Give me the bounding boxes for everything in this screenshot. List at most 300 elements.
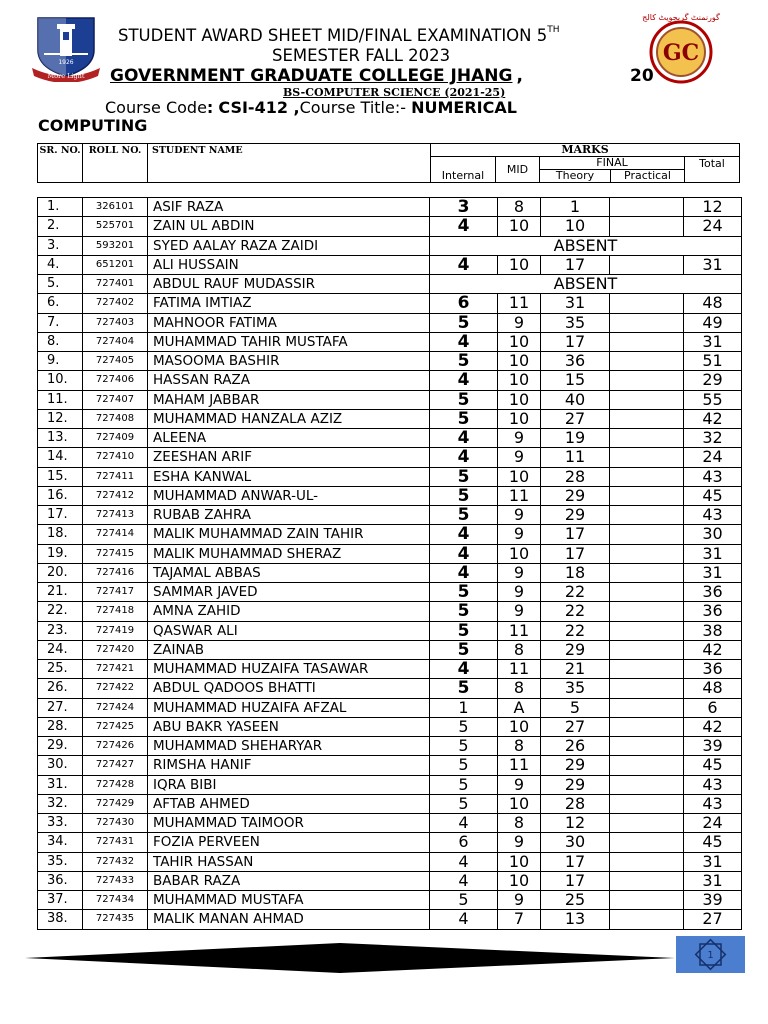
- cell-theory: 29: [541, 506, 610, 525]
- table-row: [38, 698, 742, 717]
- cell-sr-no: 27.: [38, 698, 83, 717]
- cell-practical: [610, 756, 684, 775]
- table-row: [38, 294, 742, 313]
- cell-roll-no: 727434: [83, 891, 148, 910]
- cell-practical: [610, 660, 684, 679]
- table-row: [38, 563, 742, 582]
- year-fragment: 20: [630, 66, 654, 86]
- cell-mid: 9: [498, 313, 541, 332]
- cell-theory: 19: [541, 429, 610, 448]
- course-title-first: NUMERICAL: [411, 98, 517, 117]
- cell-practical: [610, 486, 684, 505]
- cell-mid: 11: [498, 621, 541, 640]
- table-row: [38, 506, 742, 525]
- cell-roll-no: 727435: [83, 910, 148, 929]
- cell-total: 32: [684, 429, 742, 448]
- cell-internal: 4: [430, 910, 498, 929]
- cell-sr-no: 20.: [38, 563, 83, 582]
- marks-table: [37, 197, 742, 930]
- table-row: [38, 814, 742, 833]
- cell-practical: [610, 698, 684, 717]
- cell-sr-no: 31.: [38, 775, 83, 794]
- cell-roll-no: 525701: [83, 217, 148, 236]
- page-number: 1: [707, 950, 714, 961]
- cell-roll-no: 727410: [83, 448, 148, 467]
- cell-total: 29: [684, 371, 742, 390]
- cell-total: 6: [684, 698, 742, 717]
- cell-internal: 5: [430, 640, 498, 659]
- cell-mid: 10: [498, 332, 541, 351]
- cell-theory: 31: [541, 294, 610, 313]
- cell-internal: 4: [430, 660, 498, 679]
- cell-practical: [610, 775, 684, 794]
- header-marks: MARKS: [431, 144, 740, 157]
- cell-roll-no: 326101: [83, 198, 148, 217]
- cell-practical: [610, 198, 684, 217]
- cell-roll-no: 727425: [83, 717, 148, 736]
- cell-theory: 26: [541, 737, 610, 756]
- cell-sr-no: 13.: [38, 429, 83, 448]
- cell-total: 43: [684, 775, 742, 794]
- cell-internal: 5: [430, 352, 498, 371]
- cell-roll-no: 727411: [83, 467, 148, 486]
- cell-roll-no: 727433: [83, 871, 148, 890]
- header-sr-no: SR. NO.: [38, 144, 83, 183]
- cell-total: 24: [684, 217, 742, 236]
- cell-total: 31: [684, 255, 742, 274]
- table-row: [38, 891, 742, 910]
- header-theory: Theory: [540, 170, 611, 183]
- cell-mid: 8: [498, 814, 541, 833]
- cell-total: 51: [684, 352, 742, 371]
- cell-internal: 5: [430, 775, 498, 794]
- table-row: [38, 217, 742, 236]
- cell-mid: 10: [498, 371, 541, 390]
- cell-total: 43: [684, 794, 742, 813]
- cell-sr-no: 5.: [38, 275, 83, 294]
- sheet-title-line2: SEMESTER FALL 2023: [272, 46, 451, 65]
- cell-roll-no: 727415: [83, 544, 148, 563]
- cell-theory: 1: [541, 198, 610, 217]
- cell-internal: 5: [430, 583, 498, 602]
- cell-sr-no: 1.: [38, 198, 83, 217]
- college-crest-logo: [30, 14, 102, 82]
- title-superscript: TH: [547, 24, 560, 35]
- cell-sr-no: 12.: [38, 409, 83, 428]
- table-row: [38, 409, 742, 428]
- table-row: [38, 198, 742, 217]
- table-row: [38, 544, 742, 563]
- cell-practical: [610, 814, 684, 833]
- cell-total: 42: [684, 717, 742, 736]
- cell-internal: 5: [430, 737, 498, 756]
- cell-roll-no: 727406: [83, 371, 148, 390]
- cell-theory: 12: [541, 814, 610, 833]
- cell-practical: [610, 794, 684, 813]
- cell-student-name: IQRA BIBI: [148, 775, 430, 794]
- cell-total: 24: [684, 448, 742, 467]
- course-title-label: Course Title:-: [299, 98, 407, 117]
- cell-mid: 10: [498, 544, 541, 563]
- cell-theory: 27: [541, 717, 610, 736]
- table-row: [38, 390, 742, 409]
- cell-internal: 5: [430, 794, 498, 813]
- cell-mid: 8: [498, 198, 541, 217]
- cell-internal: 4: [430, 871, 498, 890]
- cell-internal: 5: [430, 621, 498, 640]
- table-row: [38, 236, 742, 255]
- sheet-title-line1: STUDENT AWARD SHEET MID/FINAL EXAMINATION 5TH: [118, 24, 560, 45]
- cell-internal: 5: [430, 313, 498, 332]
- cell-roll-no: 727405: [83, 352, 148, 371]
- cell-absent-status: ABSENT: [430, 275, 742, 294]
- cell-total: 36: [684, 602, 742, 621]
- cell-student-name: ASIF RAZA: [148, 198, 430, 217]
- cell-roll-no: 727426: [83, 737, 148, 756]
- cell-practical: [610, 448, 684, 467]
- cell-student-name: MASOOMA BASHIR: [148, 352, 430, 371]
- cell-practical: [610, 833, 684, 852]
- cell-practical: [610, 563, 684, 582]
- table-row: [38, 602, 742, 621]
- cell-practical: [610, 313, 684, 332]
- cell-mid: 10: [498, 217, 541, 236]
- cell-mid: 8: [498, 640, 541, 659]
- cell-student-name: MUHAMMAD HUZAIFA AFZAL: [148, 698, 430, 717]
- cell-sr-no: 23.: [38, 621, 83, 640]
- cell-student-name: MUHAMMAD HANZALA AZIZ: [148, 409, 430, 428]
- table-row: [38, 660, 742, 679]
- cell-practical: [610, 679, 684, 698]
- cell-theory: 40: [541, 390, 610, 409]
- cell-student-name: MUHAMMAD ANWAR-UL-: [148, 486, 430, 505]
- cell-theory: 35: [541, 679, 610, 698]
- cell-sr-no: 32.: [38, 794, 83, 813]
- cell-practical: [610, 467, 684, 486]
- cell-practical: [610, 409, 684, 428]
- table-row: [38, 756, 742, 775]
- cell-sr-no: 29.: [38, 737, 83, 756]
- cell-student-name: QASWAR ALI: [148, 621, 430, 640]
- cell-theory: 30: [541, 833, 610, 852]
- cell-internal: 5: [430, 756, 498, 775]
- cell-sr-no: 30.: [38, 756, 83, 775]
- cell-practical: [610, 910, 684, 929]
- cell-mid: 9: [498, 583, 541, 602]
- marks-header-table: [37, 143, 740, 183]
- cell-student-name: MUHAMMAD SHEHARYAR: [148, 737, 430, 756]
- cell-theory: 28: [541, 794, 610, 813]
- cell-student-name: ESHA KANWAL: [148, 467, 430, 486]
- cell-internal: 5: [430, 409, 498, 428]
- cell-practical: [610, 217, 684, 236]
- page-number-box: [676, 936, 745, 973]
- cell-roll-no: 727432: [83, 852, 148, 871]
- cell-internal: 5: [430, 602, 498, 621]
- cell-mid: 10: [498, 467, 541, 486]
- table-row: [38, 313, 742, 332]
- table-row: [38, 352, 742, 371]
- cell-sr-no: 15.: [38, 467, 83, 486]
- cell-roll-no: 727401: [83, 275, 148, 294]
- cell-internal: 4: [430, 371, 498, 390]
- cell-sr-no: 21.: [38, 583, 83, 602]
- cell-mid: 9: [498, 563, 541, 582]
- cell-mid: 9: [498, 833, 541, 852]
- monogram-script: گورنمنٹ گریجویٹ کالج: [642, 13, 720, 22]
- cell-student-name: MAHNOOR FATIMA: [148, 313, 430, 332]
- cell-mid: 11: [498, 294, 541, 313]
- cell-theory: 21: [541, 660, 610, 679]
- cell-sr-no: 28.: [38, 717, 83, 736]
- header-mid: MID: [496, 157, 540, 183]
- cell-student-name: MALIK MUHAMMAD SHERAZ: [148, 544, 430, 563]
- cell-roll-no: 727414: [83, 525, 148, 544]
- table-row: [38, 525, 742, 544]
- cell-sr-no: 25.: [38, 660, 83, 679]
- cell-theory: 25: [541, 891, 610, 910]
- cell-sr-no: 37.: [38, 891, 83, 910]
- cell-mid: 9: [498, 775, 541, 794]
- cell-theory: 35: [541, 313, 610, 332]
- cell-roll-no: 727402: [83, 294, 148, 313]
- cell-practical: [610, 852, 684, 871]
- cell-practical: [610, 717, 684, 736]
- cell-sr-no: 14.: [38, 448, 83, 467]
- cell-roll-no: 727429: [83, 794, 148, 813]
- cell-student-name: MUHAMMAD MUSTAFA: [148, 891, 430, 910]
- cell-internal: 4: [430, 217, 498, 236]
- cell-sr-no: 10.: [38, 371, 83, 390]
- cell-sr-no: 2.: [38, 217, 83, 236]
- cell-roll-no: 651201: [83, 255, 148, 274]
- cell-mid: 8: [498, 737, 541, 756]
- cell-theory: 13: [541, 910, 610, 929]
- cell-total: 45: [684, 833, 742, 852]
- cell-practical: [610, 737, 684, 756]
- program-name: BS-COMPUTER SCIENCE (2021-25): [283, 86, 506, 99]
- cell-student-name: AMNA ZAHID: [148, 602, 430, 621]
- cell-sr-no: 6.: [38, 294, 83, 313]
- crest-year: 1926: [58, 59, 74, 66]
- cell-total: 24: [684, 814, 742, 833]
- header-total: Total: [685, 157, 740, 183]
- cell-practical: [610, 602, 684, 621]
- cell-total: 45: [684, 756, 742, 775]
- table-row: [38, 775, 742, 794]
- cell-total: 45: [684, 486, 742, 505]
- cell-total: 36: [684, 660, 742, 679]
- table-row: [38, 852, 742, 871]
- cell-theory: 36: [541, 352, 610, 371]
- cell-roll-no: 727403: [83, 313, 148, 332]
- cell-sr-no: 38.: [38, 910, 83, 929]
- cell-practical: [610, 352, 684, 371]
- cell-mid: 10: [498, 717, 541, 736]
- cell-mid: 11: [498, 756, 541, 775]
- cell-student-name: ABDUL RAUF MUDASSIR: [148, 275, 430, 294]
- crest-motto: More Light: [47, 72, 85, 80]
- cell-mid: 9: [498, 525, 541, 544]
- cell-internal: 4: [430, 525, 498, 544]
- cell-mid: 9: [498, 506, 541, 525]
- cell-sr-no: 22.: [38, 602, 83, 621]
- cell-total: 48: [684, 294, 742, 313]
- cell-sr-no: 18.: [38, 525, 83, 544]
- cell-internal: 4: [430, 852, 498, 871]
- cell-student-name: ZEESHAN ARIF: [148, 448, 430, 467]
- footer-divider-shape: [25, 941, 675, 975]
- cell-total: 31: [684, 563, 742, 582]
- cell-internal: 5: [430, 486, 498, 505]
- cell-total: 48: [684, 679, 742, 698]
- cell-roll-no: 727424: [83, 698, 148, 717]
- cell-mid: 10: [498, 352, 541, 371]
- cell-practical: [610, 332, 684, 351]
- cell-total: 27: [684, 910, 742, 929]
- cell-theory: 15: [541, 371, 610, 390]
- college-name-comma: ,: [516, 66, 523, 86]
- cell-theory: 17: [541, 544, 610, 563]
- cell-total: 36: [684, 583, 742, 602]
- cell-mid: 9: [498, 448, 541, 467]
- cell-student-name: ALEENA: [148, 429, 430, 448]
- cell-internal: 4: [430, 544, 498, 563]
- cell-student-name: ZAINAB: [148, 640, 430, 659]
- course-code-label: Course Code: [105, 98, 207, 117]
- cell-theory: 29: [541, 486, 610, 505]
- cell-total: 55: [684, 390, 742, 409]
- cell-mid: 11: [498, 660, 541, 679]
- cell-internal: 5: [430, 506, 498, 525]
- cell-sr-no: 11.: [38, 390, 83, 409]
- table-row: [38, 371, 742, 390]
- cell-student-name: RUBAB ZAHRA: [148, 506, 430, 525]
- monogram-letters: GC: [662, 40, 700, 66]
- cell-sr-no: 16.: [38, 486, 83, 505]
- cell-total: 30: [684, 525, 742, 544]
- cell-practical: [610, 390, 684, 409]
- cell-student-name: FATIMA IMTIAZ: [148, 294, 430, 313]
- cell-student-name: ALI HUSSAIN: [148, 255, 430, 274]
- cell-internal: 5: [430, 390, 498, 409]
- cell-theory: 17: [541, 525, 610, 544]
- cell-sr-no: 33.: [38, 814, 83, 833]
- table-row: [38, 871, 742, 890]
- cell-practical: [610, 506, 684, 525]
- cell-roll-no: 727430: [83, 814, 148, 833]
- cell-total: 39: [684, 737, 742, 756]
- cell-mid: 9: [498, 602, 541, 621]
- cell-internal: 5: [430, 679, 498, 698]
- cell-internal: 4: [430, 429, 498, 448]
- cell-student-name: ABU BAKR YASEEN: [148, 717, 430, 736]
- table-row: [38, 486, 742, 505]
- cell-total: 31: [684, 544, 742, 563]
- cell-total: 31: [684, 852, 742, 871]
- cell-practical: [610, 255, 684, 274]
- cell-roll-no: 727409: [83, 429, 148, 448]
- table-row: [38, 429, 742, 448]
- cell-mid: 9: [498, 891, 541, 910]
- cell-student-name: AFTAB AHMED: [148, 794, 430, 813]
- cell-mid: 7: [498, 910, 541, 929]
- cell-roll-no: 727421: [83, 660, 148, 679]
- cell-total: 42: [684, 409, 742, 428]
- cell-mid: A: [498, 698, 541, 717]
- cell-theory: 29: [541, 640, 610, 659]
- cell-internal: 4: [430, 448, 498, 467]
- table-row: [38, 448, 742, 467]
- cell-sr-no: 8.: [38, 332, 83, 351]
- cell-theory: 29: [541, 756, 610, 775]
- cell-theory: 29: [541, 775, 610, 794]
- cell-sr-no: 17.: [38, 506, 83, 525]
- cell-sr-no: 9.: [38, 352, 83, 371]
- cell-theory: 17: [541, 871, 610, 890]
- cell-total: 42: [684, 640, 742, 659]
- cell-internal: 5: [430, 891, 498, 910]
- cell-mid: 10: [498, 409, 541, 428]
- header-internal: Internal: [431, 157, 496, 183]
- cell-sr-no: 3.: [38, 236, 83, 255]
- cell-practical: [610, 429, 684, 448]
- cell-sr-no: 26.: [38, 679, 83, 698]
- cell-theory: 11: [541, 448, 610, 467]
- cell-mid: 9: [498, 429, 541, 448]
- cell-internal: 6: [430, 294, 498, 313]
- cell-theory: 17: [541, 332, 610, 351]
- cell-student-name: TAHIR HASSAN: [148, 852, 430, 871]
- cell-internal: 1: [430, 698, 498, 717]
- cell-student-name: SYED AALAY RAZA ZAIDI: [148, 236, 430, 255]
- cell-total: 43: [684, 467, 742, 486]
- header-student-name: STUDENT NAME: [148, 144, 431, 183]
- course-code: CSI-412 ,: [218, 98, 300, 117]
- cell-roll-no: 593201: [83, 236, 148, 255]
- cell-total: 43: [684, 506, 742, 525]
- cell-theory: 27: [541, 409, 610, 428]
- cell-sr-no: 36.: [38, 871, 83, 890]
- cell-sr-no: 35.: [38, 852, 83, 871]
- cell-mid: 10: [498, 871, 541, 890]
- cell-student-name: FOZIA PERVEEN: [148, 833, 430, 852]
- cell-internal: 6: [430, 833, 498, 852]
- cell-student-name: MALIK MANAN AHMAD: [148, 910, 430, 929]
- cell-theory: 22: [541, 583, 610, 602]
- cell-roll-no: 727419: [83, 621, 148, 640]
- cell-student-name: ABDUL QADOOS BHATTI: [148, 679, 430, 698]
- cell-practical: [610, 294, 684, 313]
- cell-total: 31: [684, 871, 742, 890]
- cell-student-name: RIMSHA HANIF: [148, 756, 430, 775]
- table-row: [38, 910, 742, 929]
- cell-mid: 11: [498, 486, 541, 505]
- cell-internal: 5: [430, 467, 498, 486]
- cell-practical: [610, 544, 684, 563]
- college-name: [110, 66, 654, 86]
- cell-practical: [610, 871, 684, 890]
- course-line: [105, 98, 517, 117]
- college-name-text: GOVERNMENT GRADUATE COLLEGE JHANG: [110, 66, 513, 86]
- table-row: [38, 255, 742, 274]
- table-row: [38, 737, 742, 756]
- course-code-colon: :: [206, 98, 214, 117]
- cell-sr-no: 4.: [38, 255, 83, 274]
- cell-practical: [610, 891, 684, 910]
- header-roll-no: ROLL NO.: [83, 144, 148, 183]
- cell-theory: 5: [541, 698, 610, 717]
